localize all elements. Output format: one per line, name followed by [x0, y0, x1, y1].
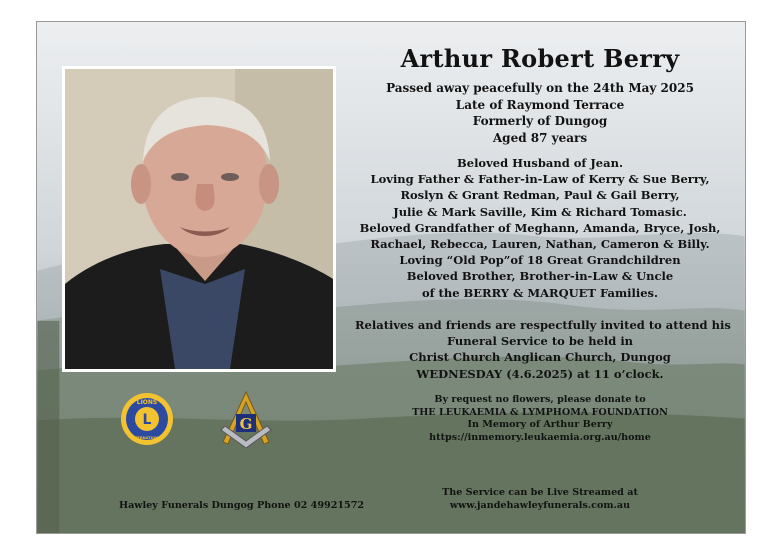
family-line: Rachael, Rebecca, Lauren, Nathan, Cameron & Billy.: [370, 237, 710, 252]
death-details: [355, 80, 725, 146]
donation-section: [355, 394, 725, 444]
livestream-section: [355, 487, 725, 512]
donation-line: By request no flowers, please donate to: [434, 394, 646, 405]
mason-logo-letter: G: [239, 415, 253, 433]
donation-line: THE LEUKAEMIA & LYMPHOMA FOUNDATION: [412, 406, 668, 418]
service-line: Funeral Service to be held in: [446, 334, 634, 349]
lions-club-logo-icon: [119, 391, 175, 447]
donation-url[interactable]: https://inmemory.leukaemia.org.au/home: [429, 431, 651, 443]
service-line: WEDNESDAY (4.6.2025) at 11 o’clock.: [416, 366, 664, 381]
portrait-photo: [62, 66, 336, 372]
former-residence-line: Formerly of Dungog: [472, 114, 608, 129]
family-line: Loving “Old Pop”of 18 Great Grandchildren: [399, 253, 681, 268]
deceased-name: Arthur Robert Berry: [400, 44, 680, 73]
family-line: Loving Father & Father-in-Law of Kerry & Sue Berry,: [370, 172, 710, 187]
lions-logo-text-top: LIONS: [136, 399, 158, 406]
family-line: Beloved Brother, Brother-in-Law & Uncle: [406, 269, 674, 284]
family-line: Julie & Mark Saville, Kim & Richard Tomasic.: [393, 204, 687, 219]
service-details: [355, 317, 731, 382]
portrait-illustration: [65, 69, 333, 369]
family-section: [355, 155, 725, 301]
funeral-director-info: Hawley Funerals Dungog Phone 02 49921572: [119, 500, 365, 511]
death-date-line: Passed away peacefully on the 24th May 2025: [386, 81, 694, 95]
family-line: Beloved Husband of Jean.: [457, 156, 623, 170]
donation-line: In Memory of Arthur Berry: [467, 419, 613, 431]
funeral-notice-card: [36, 21, 746, 534]
livestream-url[interactable]: www.jandehawleyfunerals.com.au: [449, 499, 631, 511]
age-line: Aged 87 years: [492, 130, 588, 145]
masonic-square-compass-icon: [217, 390, 275, 450]
service-line: Christ Church Anglican Church, Dungog: [409, 350, 671, 365]
livestream-line: The Service can be Live Streamed at: [442, 487, 638, 498]
family-line: Beloved Grandfather of Meghann, Amanda, Bryce, Josh,: [359, 220, 721, 235]
lions-logo-letter: L: [142, 412, 152, 428]
lions-logo-text-bottom: INTERNATIONAL: [130, 436, 164, 440]
family-line: Roslyn & Grant Redman, Paul & Gail Berry,: [400, 188, 680, 203]
family-line: of the BERRY & MARQUET Families.: [421, 285, 659, 300]
service-line: Relatives and friends are respectfully invited to attend his: [355, 318, 731, 332]
residence-line: Late of Raymond Terrace: [455, 97, 625, 112]
